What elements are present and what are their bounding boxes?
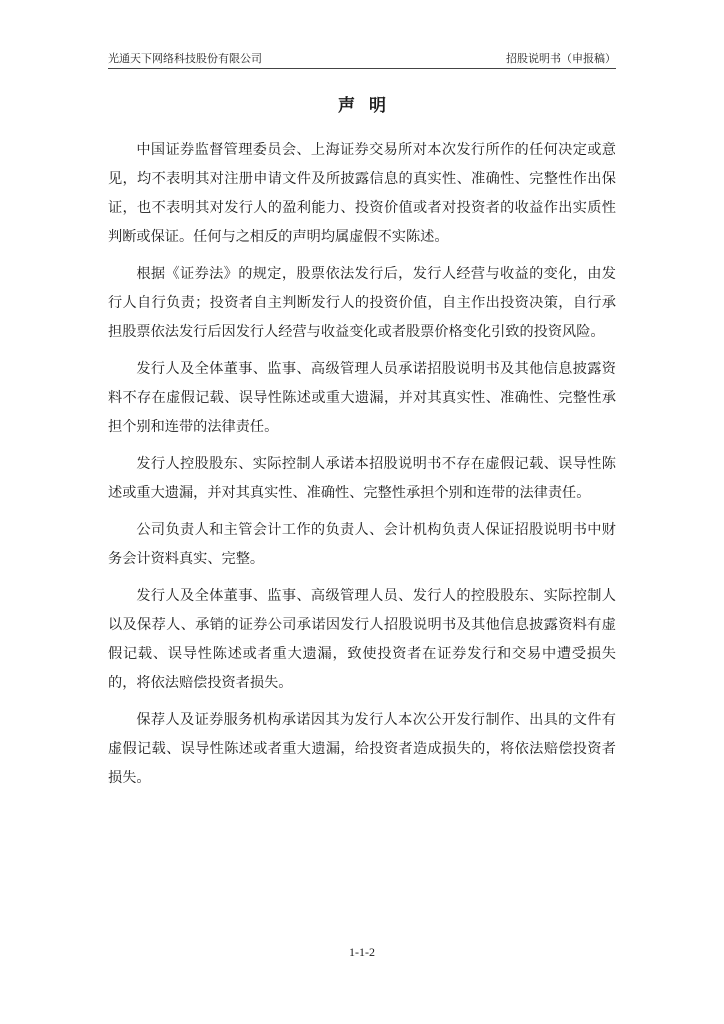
header-document-type: 招股说明书（申报稿） xyxy=(506,52,616,65)
paragraph-1: 中国证券监督管理委员会、上海证券交易所对本次发行所作的任何决定或意见，均不表明其对注册申请文件及所披露信息的真实性、准确性、完整性作出保证，也不表明其对发行人的盈利能力、投资价值或者对投资者的收益作出实质性判断或保证。任何与之相反的声明均属虚假不实陈述。 xyxy=(108,142,616,245)
paragraph-5: 公司负责人和主管会计工作的负责人、会计机构负责人保证招股说明书中财务会计资料真实、完整。 xyxy=(108,522,616,567)
page-number: 1-1-2 xyxy=(349,945,375,959)
paragraph-6: 发行人及全体董事、监事、高级管理人员、发行人的控股股东、实际控制人以及保荐人、承销的证券公司承诺因发行人招股说明书及其他信息披露资料有虚假记载、误导性陈述或者重大遗漏，致使投资者在证券发行和交易中遭受损失的，将依法赔偿投资者损失。 xyxy=(108,588,616,691)
paragraph-2: 根据《证券法》的规定，股票依法发行后，发行人经营与收益的变化，由发行人自行负责；投资者自主判断发行人的投资价值，自主作出投资决策，自行承担股票依法发行后因发行人经营与收益变化或者股票价格变化引致的投资风险。 xyxy=(108,266,616,340)
declaration-body xyxy=(108,136,616,801)
paragraph-3: 发行人及全体董事、监事、高级管理人员承诺招股说明书及其他信息披露资料不存在虚假记载、误导性陈述或重大遗漏，并对其真实性、准确性、完整性承担个别和连带的法律责任。 xyxy=(108,361,616,435)
page-title: 声明 xyxy=(338,96,400,116)
header-divider xyxy=(108,68,616,69)
paragraph-7: 保荐人及证券服务机构承诺因其为发行人本次公开发行制作、出具的文件有虚假记载、误导性陈述或者重大遗漏，给投资者造成损失的，将依法赔偿投资者损失。 xyxy=(108,712,616,786)
header-company-name: 光通天下网络科技股份有限公司 xyxy=(108,52,262,65)
page-header xyxy=(108,51,616,67)
paragraph-4: 发行人控股股东、实际控制人承诺本招股说明书不存在虚假记载、误导性陈述或重大遗漏，并对其真实性、准确性、完整性承担个别和连带的法律责任。 xyxy=(108,456,616,501)
